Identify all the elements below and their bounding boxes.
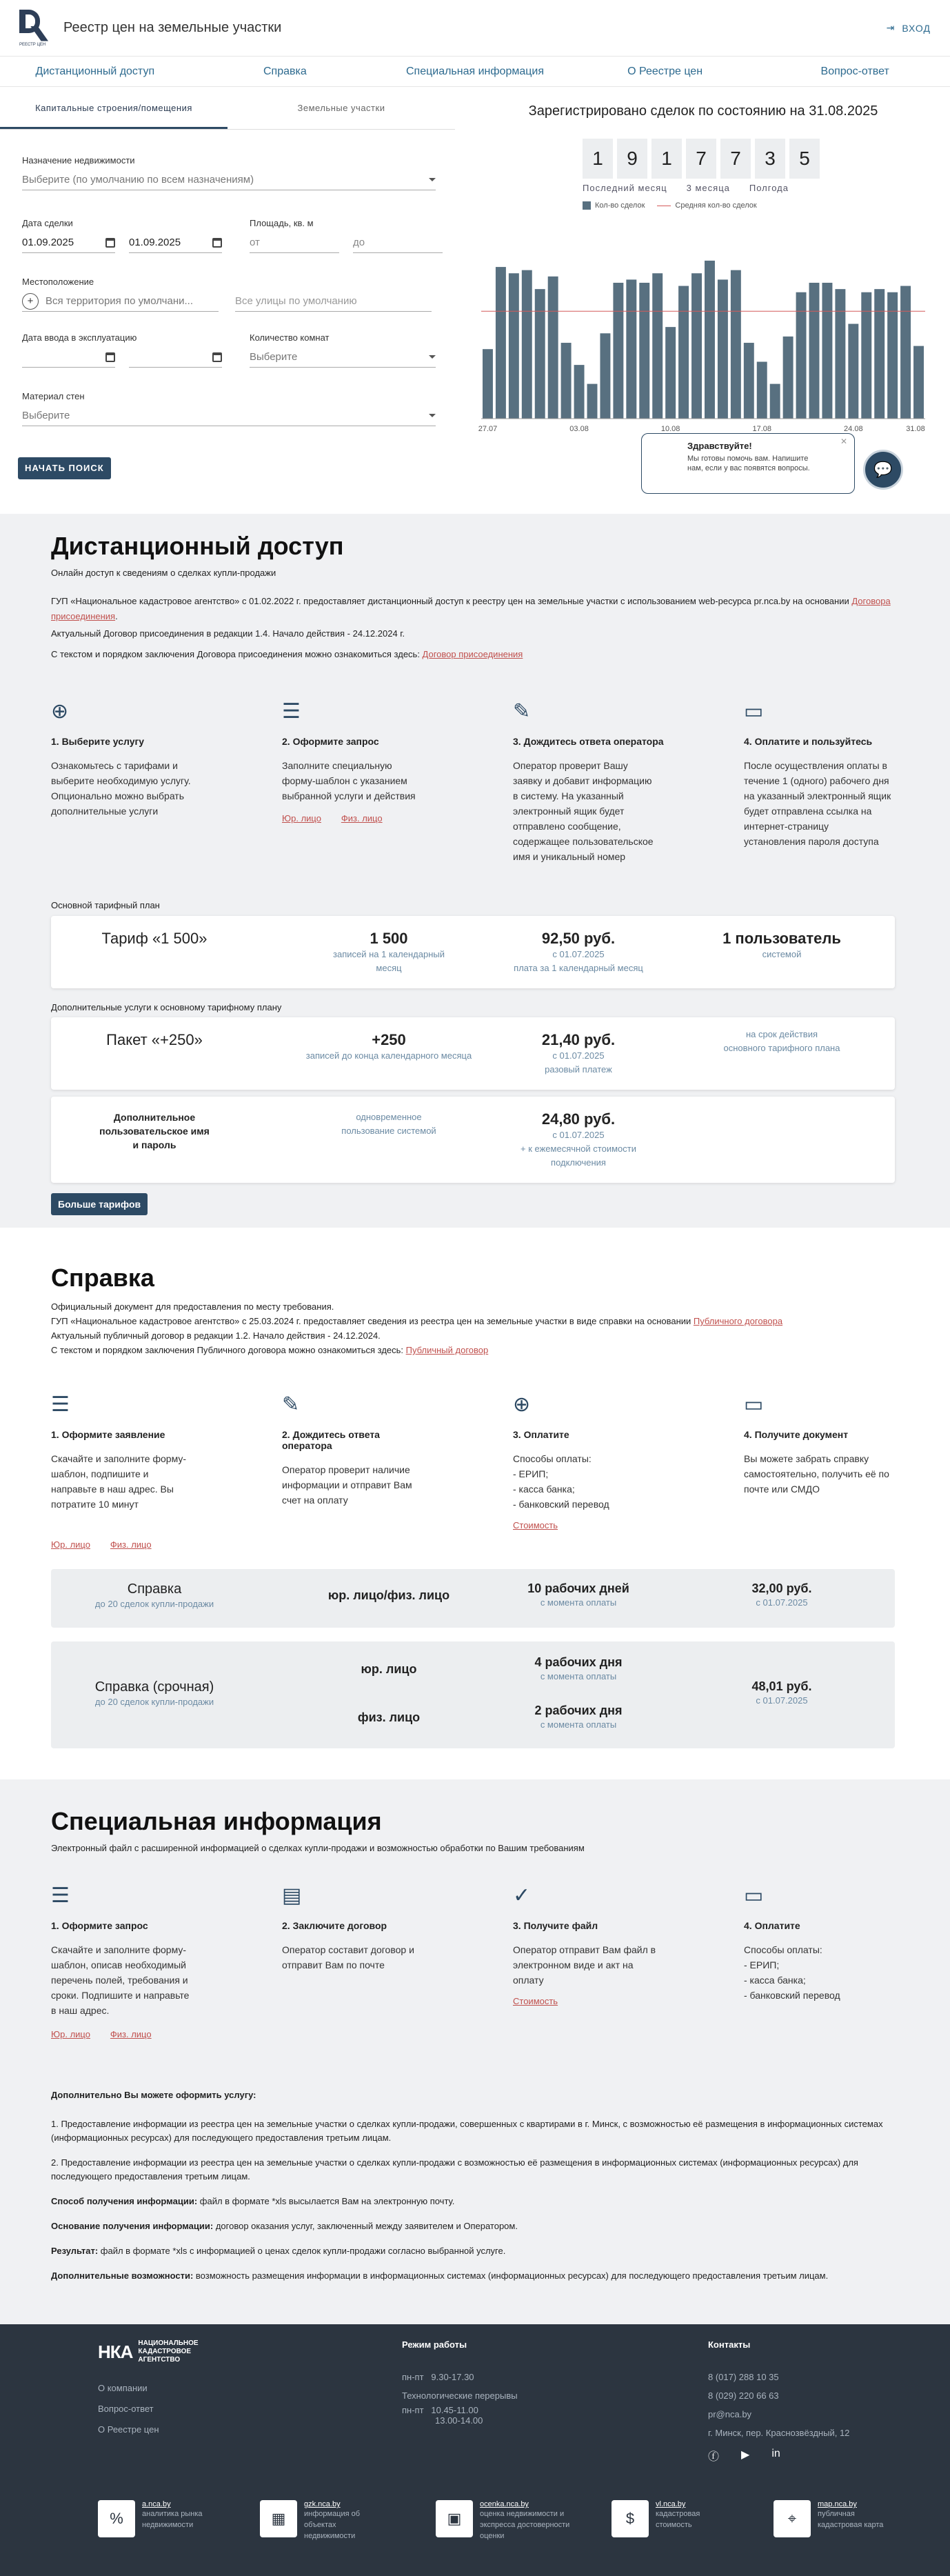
nav-about-registry[interactable]: О Реестре цен [627, 66, 703, 77]
tariff-card-main: Тариф «1 500» 1 500 записей на 1 календарный месяц 92,50 руб. с 01.07.2025 плата за 1 календарный месяц 1 пользователь системой [51, 916, 895, 988]
spec-step-3: ✓ 3. Получите файл Оператор отправит Вам файл в электронном виде и акт на оплату Стоимость [513, 1884, 656, 2006]
x-tick-label: 17.08 [752, 425, 772, 433]
remote-p2: Актуальный Договор присоединения в редакции 1.4. Начало действия - 24.12.2024 г. [51, 628, 405, 639]
individual-link[interactable]: Физ. лицо [110, 2029, 152, 2039]
remote-p1: ГУП «Национальное кадастровое агентство» с 01.02.2022 г. предоставляет дистанционный доступ к реестру цен на земельные участки с использованием web-ресурса pr.nca.by на основании Договора присоединения. [51, 596, 891, 621]
tab-land[interactable]: Земельные участки [297, 103, 385, 113]
document-icon: ▤ [282, 1884, 302, 1907]
special-subtitle: Электронный файл с расширенной информацией о сделках купли-продажи и возможностью обработки по Вашим требованиям [51, 1843, 585, 1853]
ref-step-1: ☰ 1. Оформите заявление Скачайте и заполните форму-шаблон, подпишите и направьте в наш адрес. Вы потратите 10 минут Юр. лицо Физ. лицо [51, 1393, 187, 1550]
nav-special-info[interactable]: Специальная информация [405, 66, 544, 77]
chart-bar [835, 289, 845, 419]
remote-step-3: ✎ 3. Дождитесь ответа оператора Оператор проверит Вашу заявку и добавит информацию в систему. На указанный электронный ящик будет отправлено сообщение, содержащее пользовательское имя и уникальный номер [513, 700, 664, 862]
nav-reference[interactable]: Справка [263, 66, 307, 77]
period-half-year[interactable]: Полгода [749, 183, 789, 193]
individual-link[interactable]: Физ. лицо [110, 1539, 152, 1550]
area-from-input[interactable]: от [250, 232, 339, 253]
tab-buildings[interactable]: Капитальные строения/помещения [0, 88, 228, 129]
tariff-card-extra-user: Дополнительное пользовательское имя и пароль одновременное пользование системой 24,80 руб. с 01.07.2025 + к ежемесячной стоимости подключения [51, 1097, 895, 1183]
contract-link[interactable]: Договора присоединения [51, 596, 891, 621]
main-nav [0, 57, 950, 87]
area-label: Площадь, кв. м [250, 218, 314, 228]
counter-digit: 7 [686, 139, 716, 179]
list-icon: ☰ [51, 1884, 70, 1907]
public-contract-link[interactable]: Публичного договора [693, 1316, 783, 1326]
phone-link[interactable]: 8 (029) 220 66 63 [708, 2390, 779, 2401]
x-tick-label: 31.08 [906, 425, 925, 433]
legal-entity-link[interactable]: Юр. лицо [51, 2029, 90, 2039]
legend-average: Средняя кол-во сделок [657, 201, 756, 210]
card-icon: ▭ [744, 1393, 764, 1416]
legal-entity-link[interactable]: Юр. лицо [51, 1539, 90, 1550]
chart-bar [757, 362, 767, 419]
urgent-reference-row: Справка (срочная) до 20 сделок купли-продажи юр. лицо физ. лицо 4 рабочих дня с момента оплаты 2 рабочих дня с момента оплаты 48,01 руб. с 01.07.2025 [51, 1641, 895, 1748]
header [0, 0, 950, 57]
partner-services [98, 2500, 911, 2542]
chart-bar [770, 384, 780, 419]
date-to-input[interactable]: 01.09.2025 [129, 232, 222, 253]
price-link[interactable]: Стоимость [513, 1996, 558, 2006]
site-logo[interactable]: РЕЕСТР ЦЕН [19, 10, 52, 47]
chart-bar [574, 365, 585, 419]
footer-link-faq[interactable]: Вопрос-ответ [98, 2404, 154, 2414]
chevron-down-icon [429, 178, 436, 181]
chat-title: Здравствуйте! [687, 441, 752, 451]
main-plan-label: Основной тарифный план [51, 900, 160, 910]
x-tick-label: 27.07 [478, 425, 498, 433]
remote-step-4: ▭ 4. Оплатите и пользуйтесь После осуществления оплаты в течение 1 (одного) рабочего дня на указанный электронный ящик будет отправлена ссылка на интернет-страницу установления пароля доступа [744, 700, 891, 847]
service-vl[interactable]: $ vl.nca.by кадастровая стоимость [612, 2500, 749, 2542]
value-icon: $ [612, 2500, 649, 2537]
special-extra: Дополнительно Вы можете оформить услугу: 1. Предоставление информации из реестра цен на земельные участки о сделках купли-продажи, совершенных с квартирами в г. Минск, с возможностью её размещения в информационных системах (информационных ресурсах) для последующего предоставления третьим лицам. 2. Предоставление информации из реестра цен на земельные участки о сделках купли-продажи с возможностью её размещения в информационных системах (информационных ресурсах) для последующего предоставления третьим лицам. Способ получения информации: файл в формате *xls высылается Вам на электронную почту. Основание получения информации: договор оказания услуг, заключенный между заявителем и Оператором. Результат: файл в формате *xls с информацией о ценах сделок купли-продажи согласно выбранной услуге. Дополнительные возможности: возможность размещения информации в информационных системах (информационных ресурсах) для последующего предоставления третьим лицам. [51, 2090, 883, 2281]
chart-bar [705, 261, 715, 419]
service-gzk[interactable]: ▦ gzk.nca.by информация об объектах недвижимости [260, 2500, 412, 2542]
chart-bar [600, 333, 610, 419]
purpose-label: Назначение недвижимости [22, 155, 135, 166]
commission-from-input[interactable] [22, 347, 115, 368]
stats-title: Зарегистрировано сделок по состоянию на 31.08.2025 [528, 103, 878, 119]
nav-faq[interactable]: Вопрос-ответ [820, 66, 889, 77]
nav-remote-access[interactable]: Дистанционный доступ [35, 66, 155, 77]
purpose-select[interactable]: Выберите (по умолчанию по всем назначениям) [22, 170, 436, 190]
nka-logo-icon: НКА [98, 2341, 133, 2362]
phone-link[interactable]: 8 (017) 288 10 35 [708, 2372, 779, 2382]
footer [0, 2324, 950, 2576]
chart-bar [678, 286, 689, 419]
calendar-icon[interactable] [212, 238, 222, 248]
site-title: Реестр цен на земельные участки [63, 20, 282, 35]
more-tariffs-button[interactable]: Больше тарифов [51, 1193, 148, 1215]
footer-link-about[interactable]: О компании [98, 2383, 148, 2393]
tariff-name: Тариф «1 500» [101, 930, 208, 947]
special-title: Специальная информация [51, 1807, 382, 1835]
walls-label: Материал стен [22, 391, 85, 401]
counter-digit: 7 [720, 139, 751, 179]
close-icon[interactable]: ✕ [840, 437, 847, 446]
extra-plan-label: Дополнительные услуги к основному тарифному плану [51, 1002, 282, 1012]
search-button[interactable]: НАЧАТЬ ПОИСК [18, 457, 111, 479]
tariff-card-pack: Пакет «+250» +250 записей до конца календарного месяца 21,40 руб. с 01.07.2025 разовый платеж на срок действия основного тарифного плана [51, 1017, 895, 1090]
chart-bar [848, 324, 858, 419]
chart-bar [744, 343, 754, 419]
remote-title: Дистанционный доступ [51, 532, 344, 560]
reference-text: Официальный документ для предоставления по месту требования. ГУП «Национальное кадастровое агентство» с 25.03.2024 г. предоставляет сведения из реестра цен на земельные участки в виде справки на основании Публичного договора Актуальный публичный договор в редакции 1.2. Начало действия - 24.12.2024. С текстом и порядком заключения Публичного договора можно ознакомиться здесь: Публичный договор [51, 1301, 783, 1355]
chart-bar [809, 283, 820, 419]
legend-bars: Кол-во сделок [583, 201, 645, 210]
special-info-section [0, 1779, 950, 2324]
card-icon: ▭ [744, 700, 764, 723]
chart-bar [913, 346, 924, 419]
x-tick-label: 03.08 [569, 425, 589, 433]
territory-select[interactable]: + Вся территория по умолчани... [22, 291, 219, 312]
chart-bar [496, 267, 506, 419]
rooms-select[interactable]: Выберите [250, 347, 436, 368]
chat-icon[interactable]: 💬 [863, 450, 903, 490]
chart-bar [483, 349, 493, 419]
chart-bar [822, 283, 832, 419]
remote-step-1: ⊕ 1. Выберите услугу Ознакомьтесь с тарифами и выберите необходимую услугу. Опционально можно выбрать дополнительные услуги [51, 700, 191, 817]
deals-counter [583, 139, 931, 179]
x-tick-label: 10.08 [660, 425, 680, 433]
streets-select[interactable]: Все улицы по умолчанию [235, 291, 432, 312]
check-circle-icon: ✓ [513, 1884, 531, 1907]
footer-links [98, 2378, 159, 2440]
rooms-label: Количество комнат [250, 332, 330, 343]
deals-stats [476, 103, 931, 210]
chart-bar [718, 279, 728, 419]
remote-access-section [0, 514, 950, 1228]
location-label: Местоположение [22, 277, 94, 287]
chart-bar [783, 337, 794, 419]
counter-digit: 1 [583, 139, 613, 179]
footer-link-registry[interactable]: О Реестре цен [98, 2424, 159, 2435]
user-check-icon: ✎ [513, 700, 531, 723]
tariff-name: Пакет «+250» [106, 1031, 203, 1048]
plus-circle-icon: ⊕ [513, 1393, 531, 1416]
remote-step-2: ☰ 2. Оформите запрос Заполните специальную форму-шаблон с указанием выбранной услуги и действия Юр. лицо Физ. лицо [282, 700, 416, 823]
linkedin-icon[interactable]: in [771, 2448, 780, 2459]
plus-circle-icon: ⊕ [51, 700, 69, 723]
calendar-icon[interactable] [105, 352, 115, 362]
chat-text: Мы готовы помочь вам. Напишите нам, если у вас появятся вопросы. [687, 455, 810, 472]
commission-to-input[interactable] [129, 347, 222, 368]
calendar-icon[interactable] [212, 352, 222, 362]
counter-digit: 5 [789, 139, 820, 179]
chart-bar [587, 384, 598, 419]
login-button[interactable]: ⇥ ВХОД [886, 22, 931, 34]
service-a[interactable]: % a.nca.by аналитика рынка недвижимости [98, 2500, 236, 2542]
list-icon: ☰ [51, 1393, 70, 1416]
chart-bar [561, 343, 572, 419]
commission-label: Дата ввода в эксплуатацию [22, 332, 137, 343]
chat-popup[interactable] [641, 433, 855, 494]
legal-entity-link[interactable]: Юр. лицо [282, 813, 321, 823]
counter-digit: 1 [651, 139, 682, 179]
walls-select[interactable]: Выберите [22, 406, 436, 426]
chevron-down-icon [429, 414, 436, 417]
chart-bar [639, 283, 649, 419]
youtube-icon[interactable]: ▶ [741, 2449, 750, 2461]
chart-bar [652, 273, 663, 419]
chart-bar [665, 327, 676, 419]
email-link[interactable]: pr@nca.by [708, 2409, 752, 2419]
chart-bar [874, 289, 885, 419]
period-last-month[interactable]: Последний месяц [583, 183, 667, 193]
reference-price-row: Справка до 20 сделок купли-продажи юр. лицо/физ. лицо 10 рабочих дней с момента оплаты 32,00 руб. с 01.07.2025 [51, 1569, 895, 1628]
spec-step-2: ▤ 2. Заключите договор Оператор составит договор и отправит Вам по почте [282, 1884, 414, 1970]
calculator-icon: ▣ [436, 2500, 473, 2537]
ref-step-3: ⊕ 3. Оплатите Способы оплаты: - ЕРИП; - касса банка; - банковский перевод Стоимость [513, 1393, 609, 1530]
remote-subtitle: Онлайн доступ к сведениям о сделках купли-продажи [51, 568, 276, 578]
chart-bar [626, 279, 636, 419]
spec-step-1: ☰ 1. Оформите запрос Скачайте и заполните форму-шаблон, описав необходимый перечень полей, требования и сроки. Подпишите и направьте в наш адрес. Юр. лицо Физ. лицо [51, 1884, 190, 2039]
chart-bar [731, 270, 741, 419]
plus-icon[interactable]: + [22, 293, 39, 310]
chart-bar [509, 273, 519, 419]
individual-link[interactable]: Физ. лицо [341, 813, 383, 823]
chart-bar [535, 289, 545, 419]
chart-bar [613, 283, 623, 419]
ref-step-2: ✎ 2. Дождитесь ответа оператора Оператор проверит наличие информации и отправит Вам счет на оплату [282, 1393, 412, 1506]
agency-logo[interactable]: НКА НАЦИОНАЛЬНОЕ КАДАСТРОВОЕ АГЕНТСТВО [98, 2339, 199, 2364]
date-label: Дата сделки [22, 218, 73, 228]
list-icon: ☰ [282, 700, 301, 723]
chart-bar [522, 270, 532, 419]
service-map[interactable]: ⌖ map.nca.by публичная кадастровая карта [774, 2500, 911, 2542]
login-icon: ⇥ [886, 22, 896, 33]
date-from-input[interactable]: 01.09.2025 [22, 232, 115, 253]
reference-title: Справка [51, 1264, 154, 1292]
search-form [22, 155, 436, 426]
counter-digit: 3 [755, 139, 785, 179]
card-icon: ▭ [744, 1884, 764, 1907]
ref-step-4: ▭ 4. Получите документ Вы можете забрать справку самостоятельно, получить её по почте или СМДО [744, 1393, 889, 1495]
remote-p3: С текстом и порядком заключения Договора присоединения можно ознакомиться здесь: Договор присоединения [51, 649, 523, 659]
deals-chart [476, 245, 931, 438]
map-icon: ⌖ [774, 2500, 811, 2537]
property-tabs [0, 88, 455, 130]
service-ocenka[interactable]: ▣ ocenka.nca.by оценка недвижимости и экспресса достоверности оценки [436, 2500, 587, 2542]
contacts: Контакты 8 (017) 288 10 35 8 (029) 220 66 63 pr@nca.by г. Минск, пер. Краснозвёздный, 12 ⓕ ▶ in [708, 2339, 850, 2463]
facebook-icon[interactable]: ⓕ [708, 2451, 720, 2463]
chart-legend [583, 201, 931, 210]
period-3-months[interactable]: 3 месяца [686, 183, 730, 193]
spec-step-4: ▭ 4. Оплатите Способы оплаты: - ЕРИП; - касса банка; - банковский перевод [744, 1884, 840, 2001]
analytics-icon: % [98, 2500, 135, 2537]
tariff-name: Дополнительное пользовательское имя и пароль [99, 1112, 210, 1150]
contract-link[interactable]: Договор присоединения [422, 649, 523, 659]
chart-bar [548, 277, 558, 419]
chart-bar [691, 273, 702, 419]
x-tick-label: 24.08 [844, 425, 863, 433]
working-hours: Режим работы пн-пт 9.30-17.30 Технологические перерывы пн-пт 10.45-11.00 13.00-14.00 [402, 2339, 518, 2426]
counter-digit: 9 [617, 139, 647, 179]
user-check-icon: ✎ [282, 1393, 300, 1416]
reference-section [0, 1228, 950, 1779]
price-link[interactable]: Стоимость [513, 1520, 558, 1530]
public-contract-link[interactable]: Публичный договор [405, 1345, 489, 1355]
chart-bar [900, 286, 911, 419]
area-to-input[interactable]: до [353, 232, 443, 253]
calendar-icon[interactable] [105, 238, 115, 248]
registry-icon: ▦ [260, 2500, 297, 2537]
chevron-down-icon [429, 355, 436, 359]
